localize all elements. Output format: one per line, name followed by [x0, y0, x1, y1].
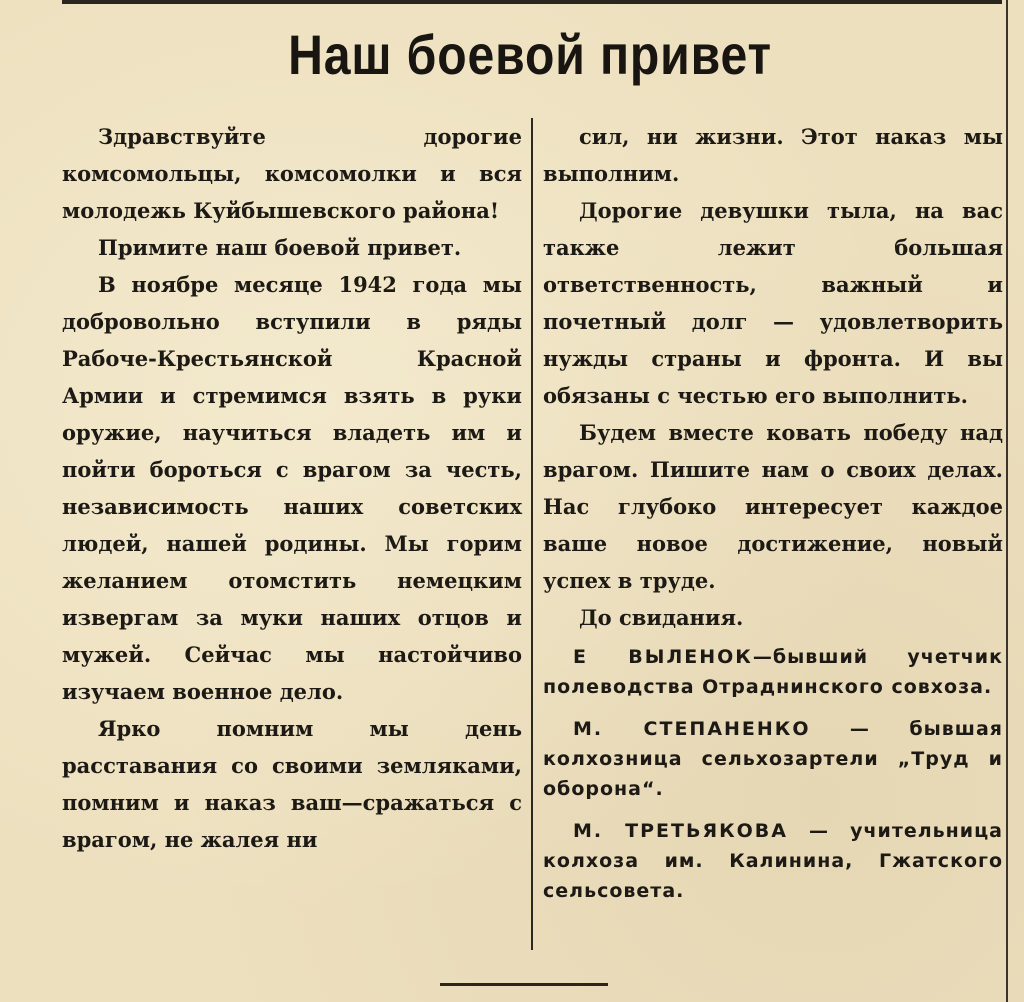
- bottom-rule: [440, 983, 608, 986]
- paragraph-goodbye: До свидания.: [579, 605, 744, 630]
- right-column: [543, 118, 1003, 906]
- paragraph-continuation: сил, ни жизни. Этот наказ мы выполним.: [543, 124, 1003, 186]
- paragraph-enlistment: В ноябре месяце 1942 года мы добровольно вступили в ряды Рабоче-Крестьянской Красной Армии и стремимся взять в руки оружие, научиться владеть им и пойти бороться с врагом за честь, независимость наших советских людей, нашей родины. Мы горим желанием отомстить немецким извергам за муки наших отцов и мужей. Сейчас мы настойчиво изучаем военное дело.: [62, 272, 522, 704]
- signature-name: Е ВЫЛЕНОК: [573, 646, 753, 668]
- signature-title: — учительница колхоза им. Калинина, Гжатского сельсовета.: [543, 820, 1003, 902]
- paragraph-salute: Примите наш боевой привет.: [98, 235, 462, 260]
- top-rule: [62, 0, 1002, 4]
- paragraph-victory: Будем вместе ковать победу над врагом. Пишите нам о своих делах. Нас глубоко интересует каждое ваше новое достижение, новый успех в труде.: [543, 420, 1003, 593]
- signature-tretyakova: [543, 816, 1003, 906]
- signature-title: — бывшая колхозница сельхозартели „Труд и оборона“.: [543, 718, 1003, 800]
- paragraph-farewell-memory: Ярко помним мы день расставания со своими земляками, помним и наказ ваш—сражаться с врагом, не жалея ни: [62, 716, 522, 852]
- right-column-rule: [1006, 0, 1008, 1002]
- signature-stepanenko: [543, 714, 1003, 804]
- signature-vylenok: [543, 642, 1003, 702]
- signature-name: М. СТЕПАНЕНКО: [573, 718, 811, 740]
- signature-title: —бывший учетчик полеводства Отраднинского совхоза.: [543, 646, 1003, 698]
- signature-name: М. ТРЕТЬЯКОВА: [573, 820, 788, 842]
- paragraph-greeting: Здравствуйте дорогие комсомольцы, комсомолки и вся молодежь Куйбышевского района!: [62, 124, 522, 223]
- headline: Наш боевой привет: [288, 23, 772, 86]
- column-divider: [531, 118, 533, 950]
- paragraph-home-front: Дорогие девушки тыла, на вас также лежит большая ответственность, важный и почетный долг — удовлетворить нужды страны и фронта. И вы обязаны с честью его выполнить.: [543, 198, 1003, 408]
- left-column: [62, 118, 522, 858]
